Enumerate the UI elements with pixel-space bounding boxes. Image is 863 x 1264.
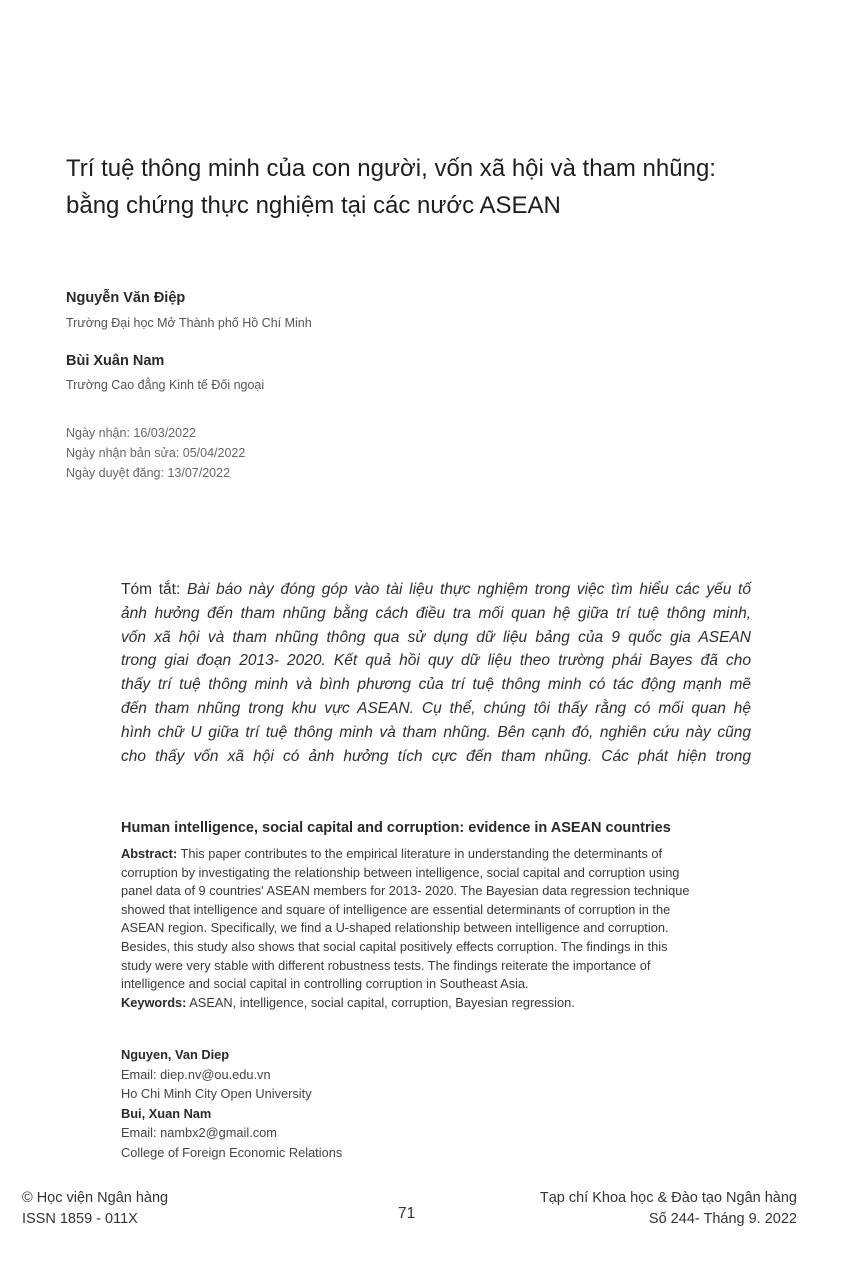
corr-1-email: Email: diep.nv@ou.edu.vn: [121, 1066, 271, 1082]
article-title: [66, 150, 826, 224]
page-number: 71: [398, 1205, 416, 1222]
corr-2-org: College of Foreign Economic Relations: [121, 1144, 343, 1160]
vn-abstract-line: thấy trí tuệ thông minh và bình phương của trí tuệ thông minh có tác động mạnh mẽ: [121, 676, 751, 694]
author-2-name: Bùi Xuân Nam: [66, 353, 165, 369]
en-abstract-line: Abstract: This paper contributes to the empirical literature in understanding the determinants of: [121, 846, 663, 861]
corr-1-name: Nguyen, Van Diep: [121, 1047, 230, 1062]
corr-1-org: Ho Chi Minh City Open University: [121, 1086, 312, 1101]
date-approved: Ngày duyệt đăng: 13/07/2022: [66, 466, 231, 480]
footer-left: [22, 1188, 168, 1230]
vietnamese-abstract: [121, 578, 751, 768]
date-received: Ngày nhận: 16/03/2022: [66, 426, 196, 440]
keywords-label: Keywords:: [121, 994, 187, 1010]
en-abstract-label: Abstract:: [121, 846, 178, 861]
en-abstract-line: ASEAN region. Specifically, we find a U-shaped relationship between intelligence and corruption.: [121, 920, 669, 936]
title-line-2: bằng chứng thực nghiệm tại các nước ASEAN: [66, 192, 561, 219]
issn: ISSN 1859 - 011X: [22, 1211, 138, 1227]
en-abstract-line: corruption by investigating the relationship between intelligence, social capital and corruption using: [121, 864, 680, 880]
en-abstract-line: showed that intelligence and square of intelligence are essential determinants of corruption in the: [121, 901, 671, 917]
en-abstract-line: intelligence and social capital in controlling corruption in Southeast Asia.: [121, 976, 529, 992]
english-abstract: [121, 845, 731, 1012]
keywords: Keywords: ASEAN, intelligence, social capital, corruption, Bayesian regression.: [121, 994, 575, 1010]
publisher: © Học viện Ngân hàng: [22, 1190, 169, 1206]
footer-right: [540, 1188, 797, 1230]
title-line-1: Trí tuệ thông minh của con người, vốn xã hội và tham nhũng:: [66, 155, 716, 182]
author-1-name: Nguyễn Văn Điệp: [66, 290, 186, 306]
en-abstract-line: study were very stable with different robustness tests. The findings reiterate the importance of: [121, 957, 651, 973]
vn-abstract-line: Tóm tắt: Bài báo này đóng góp vào tài liệu thực nghiệm trong việc tìm hiểu các yếu tố: [121, 581, 751, 598]
vn-abstract-line: hình chữ U giữa trí tuệ thông minh và tham nhũng. Bên cạnh đó, nghiên cứu này cũng: [121, 723, 751, 741]
correspondence-block: [121, 1045, 342, 1162]
article-dates: [66, 423, 245, 483]
vn-abstract-line: trong giai đoạn 2013- 2020. Kết quả hồi quy dữ liệu theo trường phái Bayes đã cho: [121, 652, 751, 670]
vn-abstract-line: vốn xã hội và tham nhũng thông qua sử dụng dữ liệu bảng của 9 quốc gia ASEAN: [121, 628, 751, 646]
corr-2-name: Bui, Xuan Nam: [121, 1105, 212, 1121]
corr-2-email: Email: nambx2@gmail.com: [121, 1125, 277, 1140]
vn-abstract-label: Tóm tắt:: [121, 581, 181, 598]
date-revised: Ngày nhận bản sửa: 05/04/2022: [66, 446, 246, 460]
journal-name: Tạp chí Khoa học & Đào tạo Ngân hàng: [539, 1190, 797, 1206]
en-abstract-line: panel data of 9 countries' ASEAN members for 2013- 2020. The Bayesian data regression technique: [121, 883, 690, 899]
issue-info: Số 244- Tháng 9. 2022: [648, 1211, 797, 1227]
english-title: Human intelligence, social capital and corruption: evidence in ASEAN countries: [121, 820, 671, 836]
author-1-affiliation: Trường Đại học Mở Thành phố Hồ Chí Minh: [66, 316, 312, 330]
vn-abstract-line: đến tham nhũng trong khu vực ASEAN. Cụ thể, chúng tôi thấy rằng có mối quan hệ: [121, 699, 751, 717]
vn-abstract-line: cho thấy vốn xã hội có ảnh hưởng tích cực đến tham nhũng. Các phát hiện trong: [121, 747, 751, 765]
en-abstract-line: Besides, this study also shows that social capital positively effects corruption. The findings in this: [121, 938, 668, 954]
author-2-affiliation: Trường Cao đẳng Kinh tế Đối ngoại: [66, 378, 265, 392]
vn-abstract-line: ảnh hưởng đến tham nhũng bằng cách điều tra mối quan hệ giữa trí tuệ thông minh,: [121, 604, 751, 622]
